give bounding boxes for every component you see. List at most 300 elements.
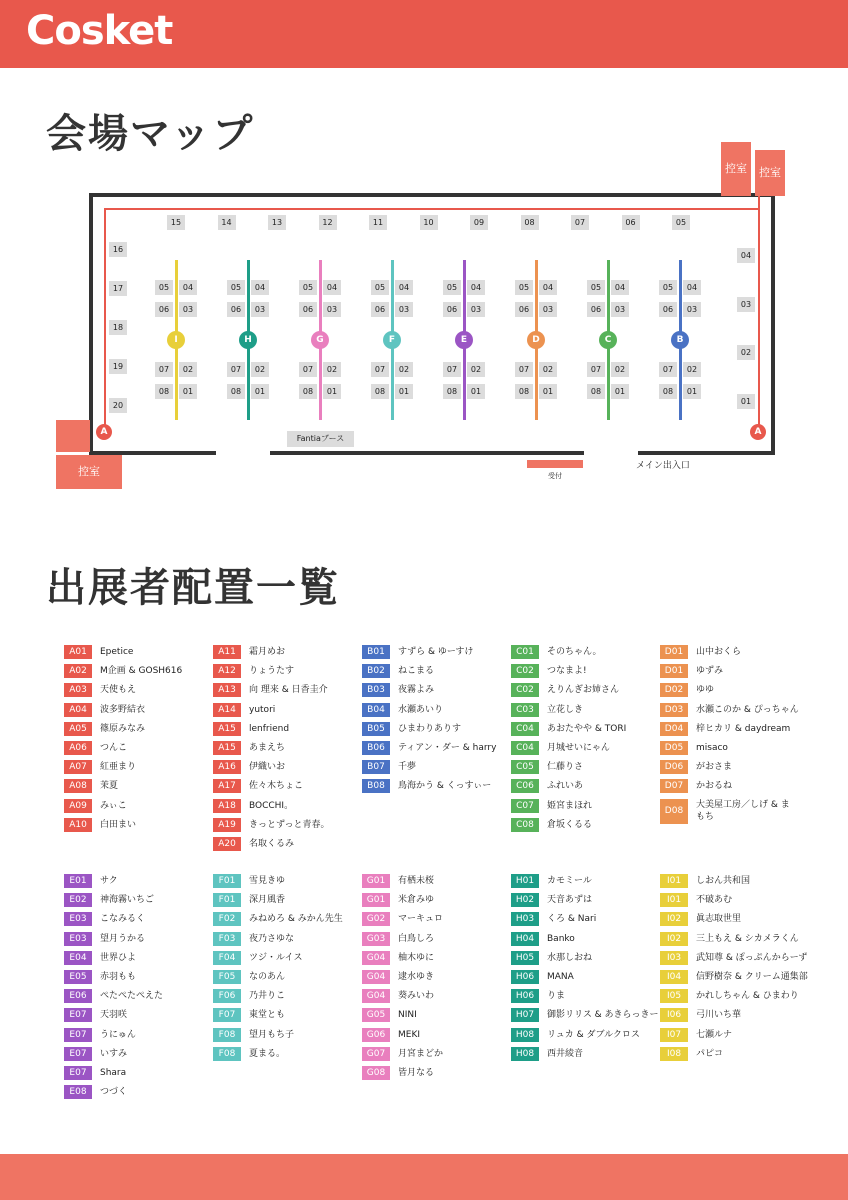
booth-code-badge: A10 [64,818,92,832]
booth-code-badge: B05 [362,722,390,736]
exhibitor-name: 雪見きゆ [249,876,286,886]
list-item [362,645,510,664]
list-item [660,1028,808,1047]
booth-code-badge: F04 [213,951,241,965]
booth-E-06: 06 [443,302,461,317]
list-item [213,779,361,798]
exhibitor-name: 御影リリス & あきらっきー [547,1010,659,1021]
list-item [511,893,659,912]
list-item [362,779,510,798]
exhibitor-name: lenfriend [249,723,290,734]
booth-code-badge: I06 [660,1008,688,1022]
list-item [362,1008,510,1027]
exhibitor-name: 乃井りこ [249,991,286,1002]
list-item [213,664,361,683]
exhibitor-name: 水瀬あいり [398,704,444,715]
column-badge-G: G [311,331,329,349]
list-item [213,932,361,951]
exhibitor-name: BOCCHI。 [249,800,294,811]
booth-code-badge: A16 [213,760,241,774]
list-item [660,779,808,798]
list-item [511,741,659,760]
exhibitor-name: 水那しおね [547,952,593,963]
booth-code-badge: I02 [660,932,688,946]
list-item [213,874,361,893]
exhibitor-name: 篠原みなみ [100,723,146,734]
list-item [660,1008,808,1027]
booth-code-badge: G07 [362,1047,390,1061]
exhibitor-name: 夜霧よみ [398,685,435,696]
booth-code-badge: H05 [511,951,539,965]
exhibitor-name: ティアン・ダー & harry [398,742,497,753]
column-badge-E: E [455,331,473,349]
booth-code-badge: H01 [511,874,539,888]
exhibitor-name: ねこまる [398,666,435,677]
booth-code-badge: A19 [213,818,241,832]
list-item [362,1066,510,1085]
column-badge-B: B [671,331,689,349]
booth-code-badge: F05 [213,970,241,984]
exhibitor-name: 月城せいにゃん [547,742,610,753]
list-item [362,989,510,1008]
exhibitor-name: 深月風香 [249,895,286,906]
booth-H-05: 05 [227,280,245,295]
booth-left-19: 19 [109,359,127,374]
list-item [511,760,659,779]
entrance-label: メイン出入口 [636,461,690,471]
list-item [64,951,212,970]
list-item [64,970,212,989]
exhibitor-column [213,874,361,1066]
booth-code-badge: E01 [64,874,92,888]
booth-code-badge: C03 [511,703,539,717]
exhibitor-name: つづく [100,1087,128,1098]
booth-E-07: 07 [443,362,461,377]
route-a-marker: A [750,424,766,440]
booth-I-04: 04 [179,280,197,295]
booth-code-badge: B04 [362,703,390,717]
booth-code-badge: C01 [511,645,539,659]
exhibitor-name: ふれいあ [547,781,584,792]
booth-code-badge: D01 [660,645,688,659]
booth-code-badge: F02 [213,912,241,926]
hikae-room-top-2: 控室 [755,150,785,196]
exhibitor-name: 佐々木ちょこ [249,781,304,792]
exhibitor-name: あまえち [249,742,286,753]
booth-G-05: 05 [299,280,317,295]
exhibitor-name: 仁藤りさ [547,762,584,773]
booth-D-04: 04 [539,280,557,295]
booth-code-badge: G04 [362,989,390,1003]
exhibitor-name: 伊織いお [249,762,286,773]
exhibitor-name: りょうたす [249,666,295,677]
list-item [660,683,808,702]
list-item [362,741,510,760]
booth-I-01: 01 [179,384,197,399]
booth-code-badge: G05 [362,1008,390,1022]
route-a-marker: A [96,424,112,440]
booth-code-badge: E04 [64,951,92,965]
list-item [362,1028,510,1047]
exhibitor-name: がおさま [696,762,733,773]
booth-code-badge: D08 [660,799,688,824]
booth-H-01: 01 [251,384,269,399]
booth-code-badge: H06 [511,989,539,1003]
exhibitor-name: サク [100,876,118,886]
booth-code-badge: A18 [213,799,241,813]
exhibitor-name: 紅亜まり [100,762,137,773]
list-item [64,683,212,702]
booth-E-03: 03 [467,302,485,317]
column-badge-C: C [599,331,617,349]
list-item [213,703,361,722]
hikae-room-top-1: 控室 [721,142,751,196]
booth-F-02: 02 [395,362,413,377]
booth-code-badge: A15 [213,741,241,755]
booth-code-badge: A20 [213,837,241,851]
exhibitor-name: いすみ [100,1048,128,1059]
exhibitor-name: 神海霧いちご [100,895,155,906]
booth-code-badge: A04 [64,703,92,717]
booth-code-badge: D03 [660,703,688,717]
booth-I-08: 08 [155,384,173,399]
booth-G-03: 03 [323,302,341,317]
list-item [213,1028,361,1047]
booth-D-06: 06 [515,302,533,317]
list-item [362,760,510,779]
booth-top-09: 09 [470,215,488,230]
exhibitor-name: こなみるく [100,914,146,925]
exhibitor-name: 茉夏 [100,781,119,792]
list-item [213,951,361,970]
list-item [213,1047,361,1066]
booth-D-03: 03 [539,302,557,317]
booth-E-04: 04 [467,280,485,295]
list-item [362,932,510,951]
booth-code-badge: D06 [660,760,688,774]
booth-code-badge: F03 [213,932,241,946]
booth-D-02: 02 [539,362,557,377]
list-item [64,818,212,837]
list-item [213,818,361,837]
exhibitor-name: 千夢 [398,762,417,773]
booth-code-badge: C07 [511,799,539,813]
list-item [511,912,659,931]
booth-D-05: 05 [515,280,533,295]
exhibitor-name: 葵みいわ [398,991,435,1002]
exhibitor-name: 信野樹奈 & クリーム通集部 [696,971,808,982]
exhibitor-name: ぺたぺたぺえた [100,991,164,1002]
booth-top-14: 14 [218,215,236,230]
booth-B-01: 01 [683,384,701,399]
booth-code-badge: E07 [64,1028,92,1042]
exhibitor-name: 逮水ゆき [398,971,435,982]
exhibitor-name: 弓川いち華 [696,1010,742,1021]
booth-right-04: 04 [737,248,755,263]
exhibitor-name: yutori [249,704,276,715]
booth-code-badge: A08 [64,779,92,793]
exhibitor-name: 有栖未桜 [398,876,435,886]
exhibitor-name: 赤羽もも [100,971,137,982]
booth-code-badge: E05 [64,970,92,984]
exhibitor-name: そのちゃん。 [547,647,602,657]
list-item [660,741,808,760]
exhibitor-name: くろ & Nari [547,914,597,925]
booth-code-badge: G08 [362,1066,390,1080]
booth-H-02: 02 [251,362,269,377]
map-title: 会場マップ [46,111,255,157]
booth-code-badge: B03 [362,683,390,697]
exhibitor-name: 望月うかる [100,933,146,944]
booth-F-08: 08 [371,384,389,399]
list-title: 出展者配置一覧 [46,565,340,611]
booth-top-05: 05 [672,215,690,230]
list-item [660,932,808,951]
booth-code-badge: B08 [362,779,390,793]
list-item [213,722,361,741]
booth-code-badge: A11 [213,645,241,659]
booth-G-07: 07 [299,362,317,377]
booth-E-05: 05 [443,280,461,295]
list-item [64,1028,212,1047]
booth-B-05: 05 [659,280,677,295]
booth-code-badge: I03 [660,951,688,965]
booth-code-badge: F01 [213,893,241,907]
exhibitor-name: 東堂とも [249,1010,286,1021]
exhibitor-name: カモミール [547,876,592,886]
booth-code-badge: H03 [511,912,539,926]
list-item [511,645,659,664]
list-item [660,989,808,1008]
list-item [64,1008,212,1027]
exhibitor-name: 不破あむ [696,895,733,906]
list-item [64,664,212,683]
booth-E-01: 01 [467,384,485,399]
booth-code-badge: C06 [511,779,539,793]
booth-code-badge: A13 [213,683,241,697]
list-item [64,932,212,951]
booth-D-01: 01 [539,384,557,399]
booth-code-badge: I07 [660,1028,688,1042]
booth-code-badge: F01 [213,874,241,888]
booth-code-badge: A02 [64,664,92,678]
booth-code-badge: H02 [511,893,539,907]
exhibitor-name: みぃこ [100,800,127,811]
exhibitor-name: 武知尊 & ぽっぷんからーず [696,952,808,963]
exhibitor-name: りま [547,991,566,1002]
list-item [64,722,212,741]
list-item [362,683,510,702]
exhibitor-name: Epetice [100,647,134,657]
booth-code-badge: E07 [64,1008,92,1022]
booth-code-badge: C02 [511,664,539,678]
booth-code-badge: H08 [511,1028,539,1042]
booth-B-06: 06 [659,302,677,317]
booth-F-03: 03 [395,302,413,317]
list-item [64,989,212,1008]
booth-code-badge: I04 [660,970,688,984]
footer-bar [0,1154,848,1200]
list-item [362,703,510,722]
booth-code-badge: B06 [362,741,390,755]
fantia-booth: Fantiaブース [287,431,354,447]
booth-code-badge: E02 [64,893,92,907]
list-item [511,683,659,702]
booth-code-badge: B02 [362,664,390,678]
booth-top-12: 12 [319,215,337,230]
column-badge-I: I [167,331,185,349]
list-item [511,1047,659,1066]
list-item [660,874,808,893]
booth-code-badge: E07 [64,1066,92,1080]
booth-code-badge: E07 [64,1047,92,1061]
booth-B-04: 04 [683,280,701,295]
exhibitor-name: きっとずっと青春。 [249,819,330,830]
list-item [362,1047,510,1066]
booth-F-04: 04 [395,280,413,295]
exhibitor-column [362,874,510,1085]
list-item [511,1008,659,1027]
booth-top-15: 15 [167,215,185,230]
list-item [660,912,808,931]
booth-top-10: 10 [420,215,438,230]
exhibitor-name: Shara [100,1067,127,1078]
exhibitor-name: 霜月めお [249,647,286,657]
exhibitor-name: 米倉みゆ [398,895,435,906]
booth-C-03: 03 [611,302,629,317]
list-item [511,799,659,818]
exhibitor-name: MEKI [398,1029,421,1040]
cosket-logo: Cosket [26,8,173,54]
exhibitor-name: ゆずみ [696,666,724,677]
booth-D-08: 08 [515,384,533,399]
exhibitor-name: えりんぎお姉さん [547,685,620,696]
exhibitor-column [660,874,808,1066]
booth-code-badge: E06 [64,989,92,1003]
exhibitor-name: 鳥海かう & くっすぃー [398,781,492,792]
list-item [213,760,361,779]
list-item [64,893,212,912]
exhibitor-name: 立花しき [547,704,584,715]
exhibitor-column [213,645,361,856]
booth-code-badge: C05 [511,760,539,774]
list-item [511,664,659,683]
booth-I-05: 05 [155,280,173,295]
exhibitor-name: うにゅん [100,1029,136,1040]
list-item [64,912,212,931]
list-item [64,874,212,893]
booth-I-03: 03 [179,302,197,317]
booth-H-03: 03 [251,302,269,317]
list-item [660,970,808,989]
exhibitor-name: つなまよ! [547,666,587,677]
exhibitor-name: 三上もえ & シカメラくん [696,933,799,944]
list-item [362,874,510,893]
booth-code-badge: A09 [64,799,92,813]
exhibitor-name: 大美屋工房／しげ & まもち [696,799,790,822]
booth-left-18: 18 [109,320,127,335]
list-item [362,893,510,912]
booth-C-06: 06 [587,302,605,317]
list-item [511,874,659,893]
booth-left-17: 17 [109,281,127,296]
exhibitor-name: 白田まい [100,819,137,830]
exhibitor-name: MANA [547,971,574,982]
list-item [64,1066,212,1085]
exhibitor-name: あおたやや & TORI [547,723,627,734]
booth-code-badge: G03 [362,932,390,946]
exhibitor-name: 皆月なる [398,1067,435,1078]
exhibitor-name: パピコ [696,1048,724,1059]
list-item [660,703,808,722]
exhibitor-name: 望月もち子 [249,1029,295,1040]
list-item [660,760,808,779]
booth-B-08: 08 [659,384,677,399]
booth-F-05: 05 [371,280,389,295]
column-badge-F: F [383,331,401,349]
exhibitor-column [511,645,659,837]
exhibitor-column [64,874,212,1104]
exhibitor-name: 夏まる。 [249,1048,286,1059]
list-item [511,951,659,970]
booth-code-badge: A12 [213,664,241,678]
booth-top-08: 08 [521,215,539,230]
exhibitor-name: 姫宮まほれ [547,800,593,811]
booth-H-08: 08 [227,384,245,399]
booth-code-badge: C04 [511,741,539,755]
exhibitor-name: 向 理来 & 日香圭介 [249,685,328,696]
exhibitor-name: ツジ・ルイス [249,952,303,963]
uketsuke-label: 受付 [548,472,562,480]
list-item [64,645,212,664]
exhibitor-name: ゆゆ [696,685,715,696]
list-item [660,1047,808,1066]
booth-code-badge: A15 [213,722,241,736]
booth-H-07: 07 [227,362,245,377]
booth-C-05: 05 [587,280,605,295]
list-item [213,683,361,702]
booth-code-badge: G01 [362,874,390,888]
booth-C-01: 01 [611,384,629,399]
booth-code-badge: H04 [511,932,539,946]
exhibitor-name: 月宮まどか [398,1048,444,1059]
exhibitor-name: ひまわりありす [398,723,462,734]
booth-right-02: 02 [737,345,755,360]
exhibitor-column [362,645,510,799]
list-item [213,912,361,931]
exhibitor-name: 天音あずは [547,895,593,906]
list-item [660,645,808,664]
booth-code-badge: C02 [511,683,539,697]
booth-code-badge: D02 [660,683,688,697]
booth-code-badge: E03 [64,912,92,926]
booth-code-badge: C04 [511,722,539,736]
booth-code-badge: E08 [64,1085,92,1099]
booth-E-08: 08 [443,384,461,399]
exhibitor-name: NINI [398,1010,417,1021]
list-item [511,1028,659,1047]
booth-code-badge: D01 [660,664,688,678]
hikae-room-left: 控室 [56,455,122,489]
list-item [362,722,510,741]
booth-F-07: 07 [371,362,389,377]
booth-code-badge: H06 [511,970,539,984]
exhibitor-name: 名取くるみ [249,838,295,849]
booth-top-13: 13 [268,215,286,230]
exhibitor-name: 世界ひよ [100,952,137,963]
booth-C-07: 07 [587,362,605,377]
booth-code-badge: A03 [64,683,92,697]
